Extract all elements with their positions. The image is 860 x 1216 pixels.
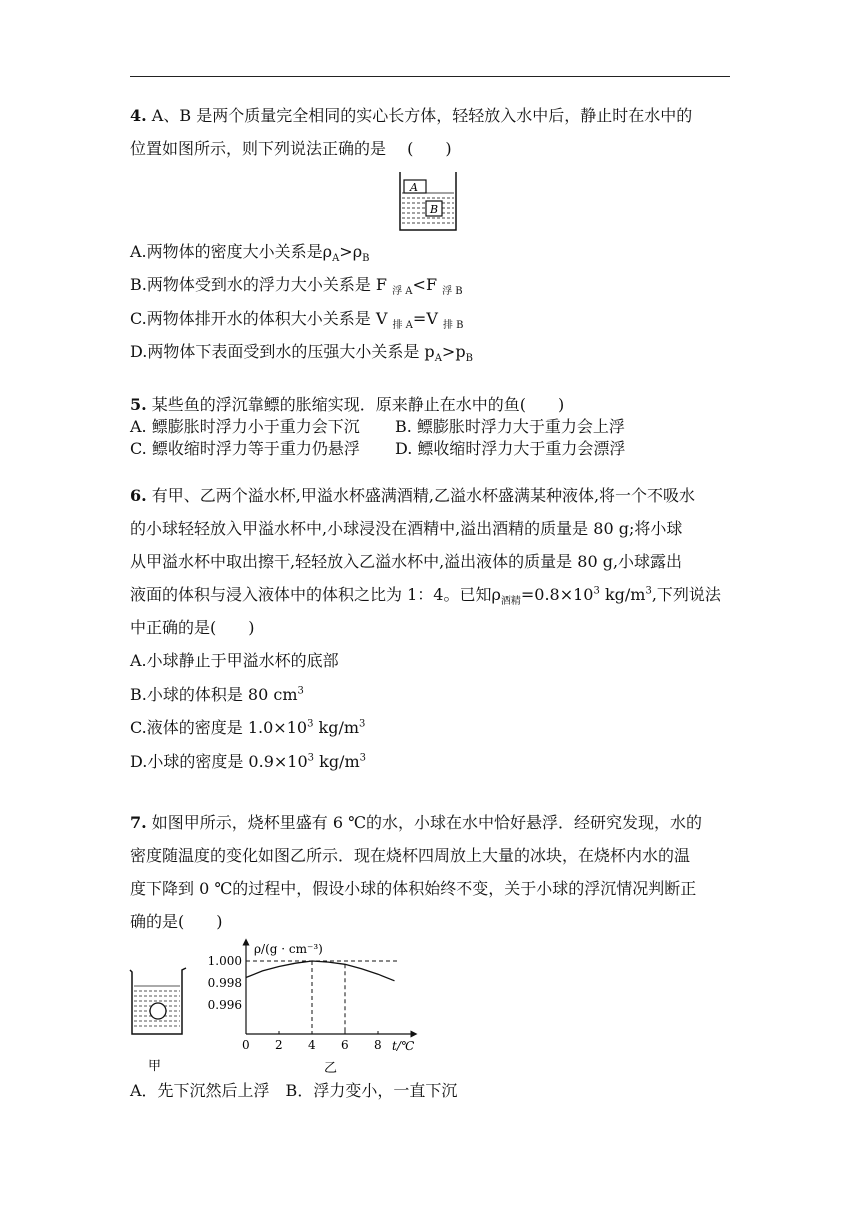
x-tick-label-2: 4	[308, 1038, 316, 1052]
q4-option-a: A.两物体的密度大小关系是$\rho_A>\rho_B$	[130, 242, 370, 265]
q4-number: 4.	[130, 106, 147, 125]
x-axis-label: t/℃	[392, 1039, 415, 1053]
q5-option-c: C. 鳔收缩时浮力等于重力仍悬浮	[130, 439, 360, 458]
q5-options-row2	[130, 438, 625, 460]
beaker-figure	[128, 964, 188, 1074]
label-b: B	[430, 203, 439, 216]
q6-option-c: C.液体的密度是 $1.0\times 10^3$ $kg/m^3$	[130, 718, 366, 737]
q7-line3: 度下降到 0 ℃的过程中，假设小球的体积始终不变，关于小球的浮沉情况判断正	[130, 879, 697, 898]
label-yi: 乙	[324, 1061, 338, 1076]
q5-number: 5.	[130, 395, 147, 414]
q7-number: 7.	[130, 813, 147, 832]
q6-number: 6.	[130, 486, 147, 505]
q4-option-c: C.两物体排开水的体积大小关系是 V $_{排 A}$=V $_{排 B}$	[130, 309, 464, 332]
density-chart	[196, 938, 426, 1076]
label-jia: 甲	[148, 1059, 162, 1074]
q6-line1: 6. 有甲、乙两个溢水杯,甲溢水杯盛满酒精,乙溢水杯盛满某种液体,将一个不吸水	[130, 486, 696, 505]
q6-option-a: A.小球静止于甲溢水杯的底部	[130, 651, 339, 670]
x-tick-label-0: 0	[242, 1038, 250, 1052]
q6-line5: 中正确的是( )	[130, 618, 255, 637]
density-curve	[246, 961, 395, 981]
q6-line2: 的小球轻轻放入甲溢水杯中,小球浸没在酒精中,溢出酒精的质量是 80 g;将小球	[130, 519, 683, 538]
q6-option-d: D.小球的密度是 $0.9\times 10^3$ $kg/m^3$	[130, 752, 366, 771]
y-tick-label-1: 0.998	[207, 976, 242, 990]
label-a: A	[410, 181, 418, 194]
q5-options-row1	[130, 416, 625, 438]
header-rule	[130, 76, 730, 77]
q7-line1: 7. 如图甲所示，烧杯里盛有 6 ℃的水，小球在水中恰好悬浮．经研究发现，水的	[130, 813, 703, 832]
q4-option-d: D.两物体下表面受到水的压强大小关系是 $p_A>p_B$	[130, 342, 473, 365]
q7-line2: 密度随温度的变化如图乙所示．现在烧杯四周放上大量的冰块，在烧杯内水的温	[130, 846, 691, 865]
x-tick-label-3: 6	[341, 1038, 349, 1052]
q7-options-row: A．先下沉然后上浮 B．浮力变小，一直下沉	[130, 1081, 458, 1100]
q5-option-a: A. 鳔膨胀时浮力小于重力会下沉	[130, 417, 360, 436]
x-tick-label-4: 8	[374, 1038, 382, 1052]
q4-option-b: B.两物体受到水的浮力大小关系是 F $_{浮 A}$<F $_{浮 B}$	[130, 275, 463, 298]
q5-option-d: D. 鳔收缩时浮力大于重力会漂浮	[395, 439, 626, 458]
q5-stem: 5. 某些鱼的浮沉靠鳔的胀缩实现．原来静止在水中的鱼( )	[130, 395, 565, 414]
q6-line3: 从甲溢水杯中取出擦干,轻轻放入乙溢水杯中,溢出液体的质量是 80 g,小球露出	[130, 552, 683, 571]
q4-figure	[396, 168, 460, 232]
q6-option-b: B.小球的体积是 80 $cm^3$	[130, 685, 304, 704]
q4-line2: 位置如图所示，则下列说法正确的是 ( )	[130, 139, 452, 158]
q7-line4: 确的是( )	[130, 912, 223, 931]
y-axis-label: ρ/(g · cm⁻³)	[254, 942, 323, 956]
y-tick-label-0: 1.000	[207, 954, 242, 968]
x-tick-label-1: 2	[275, 1038, 283, 1052]
q4-line1: 4. A、B 是两个质量完全相同的实心长方体，轻轻放入水中后，静止时在水中的	[130, 106, 693, 125]
y-tick-label-2: 0.996	[207, 998, 242, 1012]
ball	[150, 1003, 166, 1019]
q5-option-b: B. 鳔膨胀时浮力大于重力会上浮	[395, 417, 625, 436]
q6-line4: 液面的体积与浸入液体中的体积之比为 1：4。已知$\rho_{酒精}=0.8\times 10^3$ $kg/m^3$,下列说法	[130, 585, 721, 608]
